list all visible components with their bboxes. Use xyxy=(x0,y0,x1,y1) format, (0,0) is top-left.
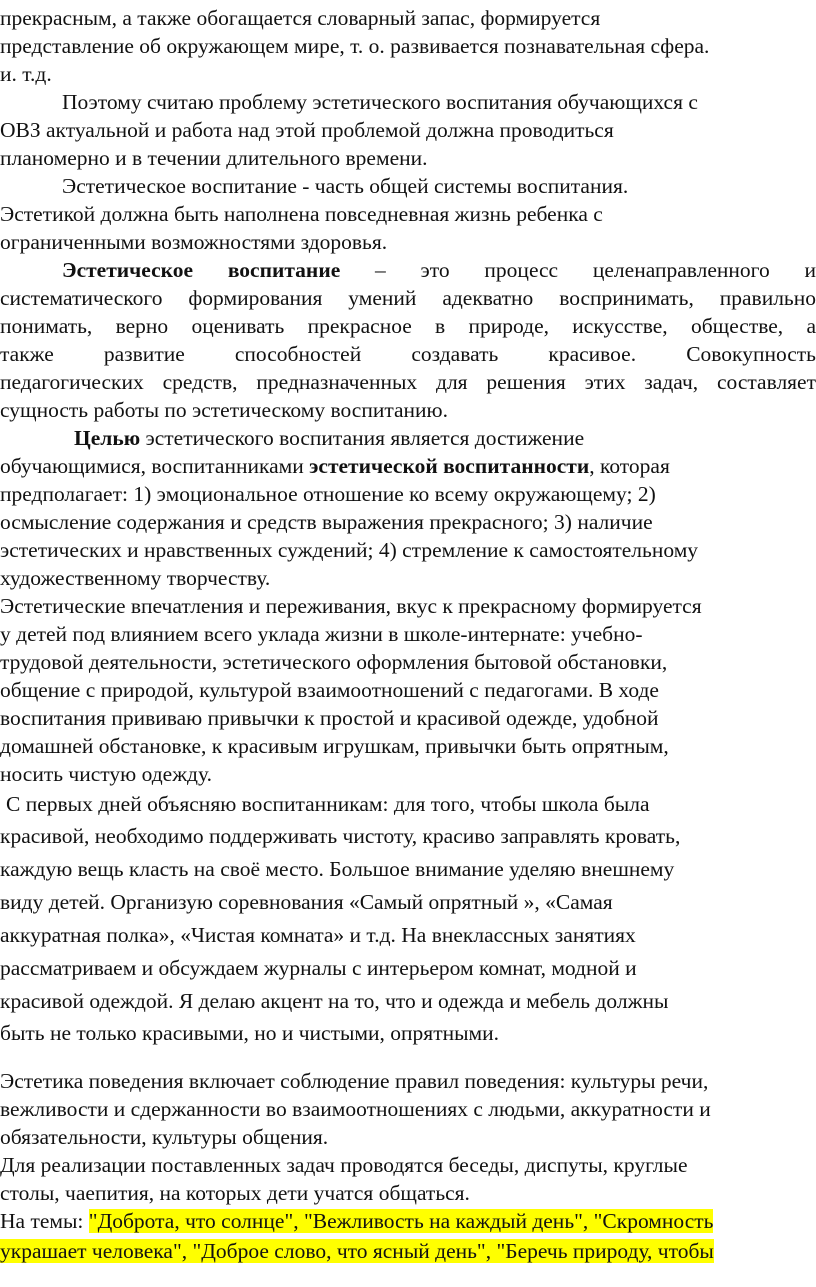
definition-line: понимать, верно оценивать прекрасное в природе, искусстве, обществе, а xyxy=(0,314,816,338)
behavior-line: вежливости и сдержанности во взаимоотношениях с людьми, аккуратности и xyxy=(0,1097,711,1121)
impressions-line: носить чистую одежду. xyxy=(0,762,212,786)
topics-highlight: украшает человека", "Доброе слово, что ясный день", "Беречь природу, чтобы xyxy=(0,1239,714,1263)
behavior-line: Эстетика поведения включает соблюдение правил поведения: культуры речи, xyxy=(0,1069,709,1093)
first-days-line: С первых дней объясняю воспитанникам: для того, чтобы школа была xyxy=(6,792,650,816)
text-line: Эстетикой должна быть наполнена повседневная жизнь ребенка с xyxy=(0,202,603,226)
text-line: Поэтому считаю проблему эстетического воспитания обучающихся с xyxy=(62,90,698,114)
impressions-line: Эстетические впечатления и переживания, вкус к прекрасному формируется xyxy=(0,594,702,618)
goal-line: эстетических и нравственных суждений; 4) стремление к самостоятельному xyxy=(0,538,699,562)
topics-line xyxy=(0,1207,816,1235)
impressions-line: трудовой деятельности, эстетического оформления бытовой обстановки, xyxy=(0,650,668,674)
first-days-line: быть не только красивыми, но и чистыми, опрятными. xyxy=(0,1021,500,1045)
text-line: Эстетическое воспитание - часть общей системы воспитания. xyxy=(62,174,629,198)
definition-text: – это процесс целенаправленного и xyxy=(340,258,816,282)
topics-line xyxy=(0,1237,816,1265)
text-line: ограниченными возможностями здоровья. xyxy=(0,230,388,254)
first-days-line: красивой одеждой. Я делаю акцент на то, что и одежда и мебель должны xyxy=(0,989,669,1013)
impressions-line: у детей под влиянием всего уклада жизни в школе-интернате: учебно- xyxy=(0,622,643,646)
topics-highlight: "Доброта, что солнце", "Вежливость на каждый день", "Скромность xyxy=(88,1209,714,1233)
text-line: и. т.д. xyxy=(0,62,52,86)
definition-line: педагогических средств, предназначенных для решения этих задач, составляет xyxy=(0,370,816,394)
text-line: планомерно и в течении длительного времени. xyxy=(0,146,428,170)
impressions-line: воспитания прививаю привычки к простой и красивой одежде, удобной xyxy=(0,706,659,730)
goal-line: предполагает: 1) эмоциональное отношение ко всему окружающему; 2) xyxy=(0,482,656,506)
text-line: представление об окружающем мире, т. о. развивается познавательная сфера. xyxy=(0,34,710,58)
topics-label: На темы: xyxy=(0,1209,89,1233)
behavior-line: Для реализации поставленных задач проводятся беседы, диспуты, круглые xyxy=(0,1153,688,1177)
first-days-line: виду детей. Организую соревнования «Самый опрятный », «Самая xyxy=(0,890,613,914)
goal-text: эстетического воспитания является достижение xyxy=(140,426,585,450)
text-line: прекрасным, а также обогащается словарный запас, формируется xyxy=(0,6,601,30)
definition-line: сущность работы по эстетическому воспитанию. xyxy=(0,398,448,422)
goal-line xyxy=(0,452,816,480)
goal-line: осмысление содержания и средств выражения прекрасного; 3) наличие xyxy=(0,510,653,534)
definition-line xyxy=(62,256,816,284)
first-days-line: каждую вещь класть на своё место. Большое внимание уделяю внешнему xyxy=(0,857,675,881)
definition-line: также развитие способностей создавать красивое. Совокупность xyxy=(0,342,816,366)
goal-term: Целью xyxy=(74,426,141,450)
behavior-line: столы, чаепития, на которых дети учатся общаться. xyxy=(0,1181,470,1205)
goal-text: обучающимися, воспитанниками xyxy=(0,454,310,478)
goal-bold-term: эстетической воспитанности xyxy=(309,454,590,478)
goal-text: , которая xyxy=(589,454,670,478)
impressions-line: домашней обстановке, к красивым игрушкам, привычки быть опрятным, xyxy=(0,734,669,758)
first-days-line: красивой, необходимо поддерживать чистоту, красиво заправлять кровать, xyxy=(0,824,681,848)
text-line: ОВЗ актуальной и работа над этой проблемой должна проводиться xyxy=(0,118,614,142)
first-days-line: рассматриваем и обсуждаем журналы с интерьером комнат, модной и xyxy=(0,956,637,980)
goal-line: художественному творчеству. xyxy=(0,566,271,590)
definition-line: систематического формирования умений адекватно воспринимать, правильно xyxy=(0,286,816,310)
first-days-line: аккуратная полка», «Чистая комната» и т.д. На внеклассных занятиях xyxy=(0,923,636,947)
definition-term: Эстетическое воспитание xyxy=(62,258,341,282)
impressions-line: общение с природой, культурой взаимоотношений с педагогами. В ходе xyxy=(0,678,659,702)
behavior-line: обязательности, культуры общения. xyxy=(0,1125,329,1149)
goal-line xyxy=(74,424,816,452)
